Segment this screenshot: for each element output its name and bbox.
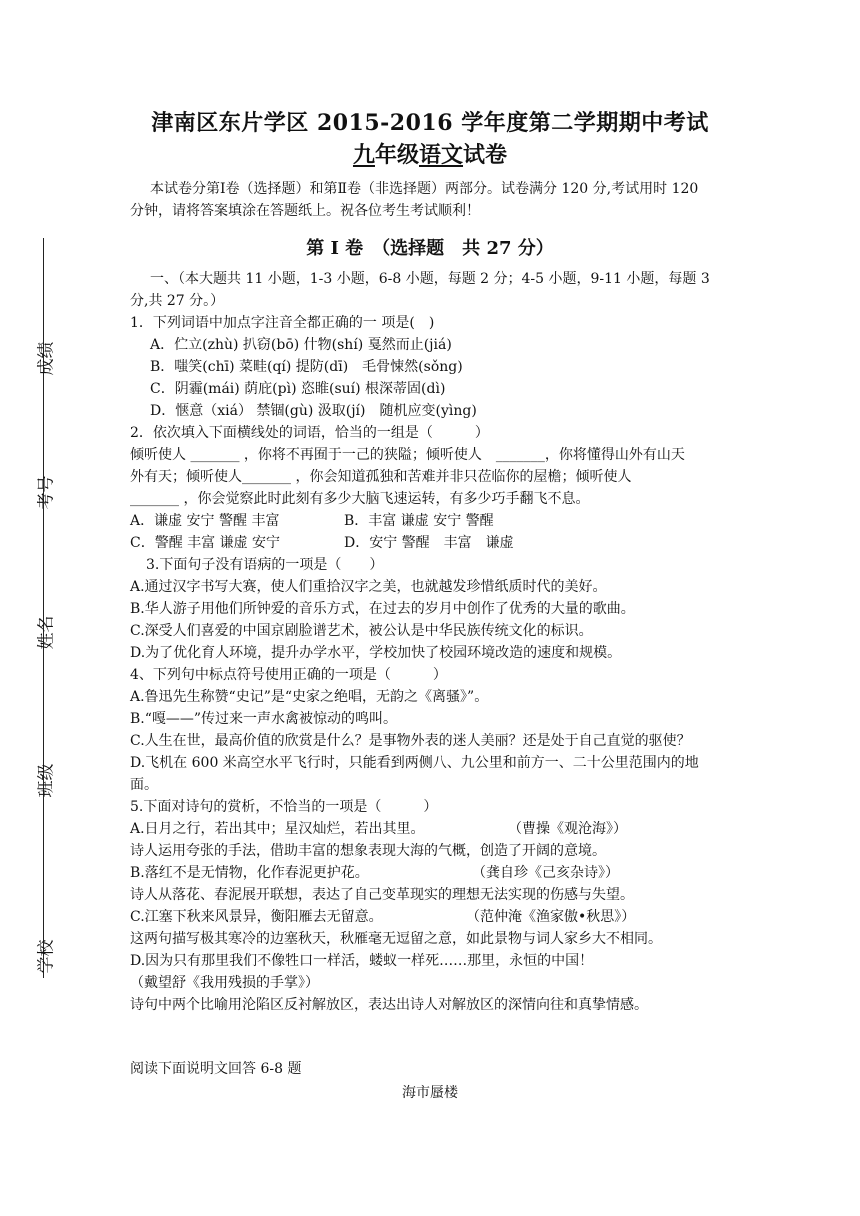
intro-paragraph <box>130 178 732 222</box>
intro-line: 本试卷分第Ⅰ卷（选择题）和第Ⅱ卷（非选择题）两部分。试卷满分 120 分,考试用时 120 <box>150 181 699 197</box>
option-c-source: （范仲淹《渔家傲•秋思》） <box>466 909 636 925</box>
question-5-stem: 5.下面对诗句的赏析，不恰当的一项是（ ） <box>130 799 438 815</box>
question-3-stem: 3.下面句子没有语病的一项是（ ） <box>146 557 384 573</box>
question-4-stem: 4、下列句中标点符号使用正确的一项是（ ） <box>130 667 447 683</box>
option-b-poem: B.落红不是无情物，化作春泥更护花。 <box>130 865 369 881</box>
question-2-option-a: A．谦虚 安宁 警醒 丰富 <box>130 513 280 529</box>
question-2-text: 倾听使人 _______ ，你将不再囿于一己的狭隘；倾听使人 _______，你将懂得山外有山天 <box>130 447 685 463</box>
questions-body <box>130 268 732 1016</box>
option-a-source: （曹操《观沧海》） <box>508 821 627 837</box>
question-1-option-c: C．阴霾(mái) 荫庇(pì) 恣睢(suí) 根深蒂固(dì) <box>150 381 446 397</box>
option-c-analysis: 这两句描写极其寒冷的边塞秋天，秋雁毫无逗留之意，如此景物与词人家乡大不相同。 <box>130 931 662 947</box>
reading-intro: 阅读下面说明文回答 6-8 题 <box>130 1061 302 1077</box>
question-3-option-d: D.为了优化育人环境，提升办学水平，学校加快了校园环境改造的速度和规模。 <box>130 645 622 661</box>
question-2-options-row <box>130 532 732 554</box>
option-d-poem: D.因为只有那里我们不像牲口一样活，蝼蚁一样死……那里，永恒的中国！ <box>130 953 594 969</box>
question-4-option-a: A.鲁迅先生称赞“史记”是“史家之绝唱，无韵之《离骚》”。 <box>130 689 489 705</box>
option-a-poem: A.日月之行，若出其中；星汉灿烂，若出其里。 <box>130 821 425 837</box>
question-2-stem: 2．依次填入下面横线处的词语，恰当的一组是（ ） <box>130 425 489 441</box>
exam-subtitle <box>0 138 860 169</box>
question-2-text: _______ ，你会觉察此时此刻有多少大脑飞速运转，有多少巧手翻飞不息。 <box>130 491 590 507</box>
question-3-option-c: C.深受人们喜爱的中国京剧脸谱艺术，被公认是中华民族传统文化的标识。 <box>130 623 593 639</box>
option-b-analysis: 诗人从落花、春泥展开联想，表达了自己变革现实的理想无法实现的伤感与失望。 <box>130 887 634 903</box>
question-5-option-b <box>130 862 732 884</box>
paper-suffix: 试卷 <box>463 142 508 168</box>
question-1-option-a: A．伫立(zhù) 扒窃(bō) 什物(shí) 戛然而止(jiá) <box>150 337 452 353</box>
exam-number-label: 考号 <box>36 475 57 510</box>
question-1-stem: 1．下列词语中加点字注音全都正确的一 项是( ) <box>130 315 435 331</box>
question-4-option-b: B.“嘎——”传过来一声水禽被惊动的鸣叫。 <box>130 711 398 727</box>
question-4-option-d: D.飞机在 600 米高空水平飞行时，只能看到两侧八、九公里和前方一、二十公里范围内的地 <box>130 755 699 771</box>
option-b-source: （龚自珍《己亥杂诗》） <box>472 865 619 881</box>
exam-title: 津南区东片学区 2015-2016 学年度第二学期期中考试 <box>151 110 709 136</box>
class-label: 班级 <box>36 763 57 798</box>
question-2-option-d: D．安宁 警醒 丰富 谦虚 <box>344 535 514 551</box>
score-label: 成绩 <box>36 341 57 376</box>
question-2-option-c: C．警醒 丰富 谦虚 安宁 <box>130 535 281 551</box>
question-3-option-a: A.通过汉字书写大赛，使人们重拾汉字之美，也就越发珍惜纸质时代的美好。 <box>130 579 607 595</box>
option-a-analysis: 诗人运用夸张的手法，借助丰富的想象表现大海的气概，创造了开阔的意境。 <box>130 843 606 859</box>
question-1-option-b: B．嗤笑(chī) 菜畦(qí) 提防(dī) 毛骨悚然(sǒng) <box>150 359 463 375</box>
subject-text: 语文 <box>419 142 464 168</box>
grade-suffix: 年级 <box>374 142 419 168</box>
school-label: 学校 <box>36 939 57 974</box>
option-c-poem: C.江塞下秋来风景异，衡阳雁去无留意。 <box>130 909 383 925</box>
intro-line: 分钟，请将答案填涂在答题纸上。祝各位考生考试顺利！ <box>130 203 480 219</box>
question-4-option-d-cont: 面。 <box>130 777 158 793</box>
question-4-option-c: C.人生在世，最高价值的欣赏是什么？是事物外表的迷人美丽？还是处于自己直觉的驱使？ <box>130 733 691 749</box>
option-d-analysis: 诗句中两个比喻用沦陷区反衬解放区，表达出诗人对解放区的深情向往和真挚情感。 <box>130 997 648 1013</box>
question-1-option-d: D．惬意（xiá） 禁锢(gù) 汲取(jí) 随机应变(yìng) <box>150 403 477 419</box>
reading-title: 海市蜃楼 <box>402 1085 458 1101</box>
part-instruction: 一、（本大题共 11 小题，1-3 小题，6-8 小题，每题 2 分；4-5 小题，9-11 小题，每题 3 <box>150 271 710 287</box>
question-2-option-b: B．丰富 谦虚 安宁 警醒 <box>344 513 494 529</box>
question-3-option-b: B.华人游子用他们所钟爱的音乐方式，在过去的岁月中创作了优秀的大量的歌曲。 <box>130 601 635 617</box>
grade-text: 九 <box>352 142 375 168</box>
question-2-text: 外有天；倾听使人_______ ，你会知道孤独和苦难并非只莅临你的屋檐；倾听使人 <box>130 469 632 485</box>
option-d-source: （戴望舒《我用残损的手掌》） <box>130 975 319 991</box>
name-label: 姓名 <box>36 615 57 650</box>
section-title: 第 I 卷 （选择题 共 27 分） <box>306 238 554 259</box>
question-5-option-c <box>130 906 732 928</box>
part-instruction: 分,共 27 分。） <box>130 293 225 309</box>
question-2-options-row <box>130 510 732 532</box>
question-5-option-a <box>130 818 732 840</box>
